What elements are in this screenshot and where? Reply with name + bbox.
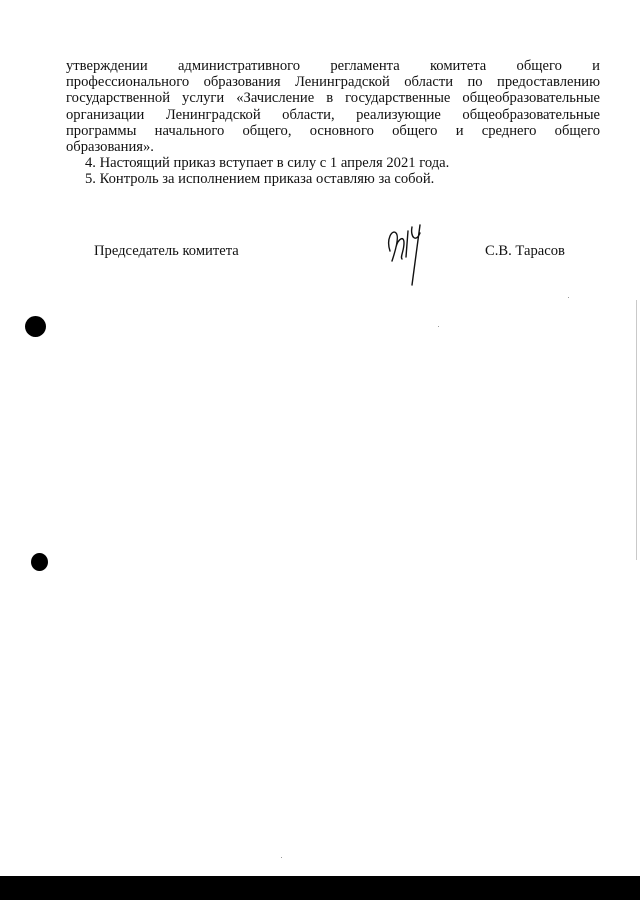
handwritten-signature-icon <box>382 221 432 289</box>
paragraph-line: утверждении административного регламента комитета общего и <box>66 58 600 74</box>
paragraph-last-line: образования». <box>66 139 154 156</box>
order-item-4: 4. Настоящий приказ вступает в силу с 1 апреля 2021 года. <box>85 155 450 172</box>
paragraph-line: программы начального общего, основного общего и среднего общего <box>66 122 600 139</box>
signature-block <box>94 241 574 291</box>
scan-bottom-border <box>0 876 640 900</box>
signatory-name: С.В. Тарасов <box>485 243 565 259</box>
paragraph-line: профессионального образования Ленинградской области по предоставлению <box>66 74 600 91</box>
order-item-5: 5. Контроль за исполнением приказа оставляю за собой. <box>85 171 435 188</box>
document-body <box>66 58 600 188</box>
punch-hole-icon <box>31 553 48 571</box>
scan-speck <box>281 857 282 858</box>
scan-edge <box>636 300 637 560</box>
scan-speck <box>438 326 439 327</box>
punch-hole-icon <box>25 316 46 337</box>
scan-speck <box>568 297 569 298</box>
paragraph-line: организации Ленинградской области, реализующие общеобразовательные <box>66 106 600 123</box>
paragraph-line: государственной услуги «Зачисление в государственные общеобразовательные <box>66 90 600 107</box>
signatory-position: Председатель комитета <box>94 243 239 259</box>
